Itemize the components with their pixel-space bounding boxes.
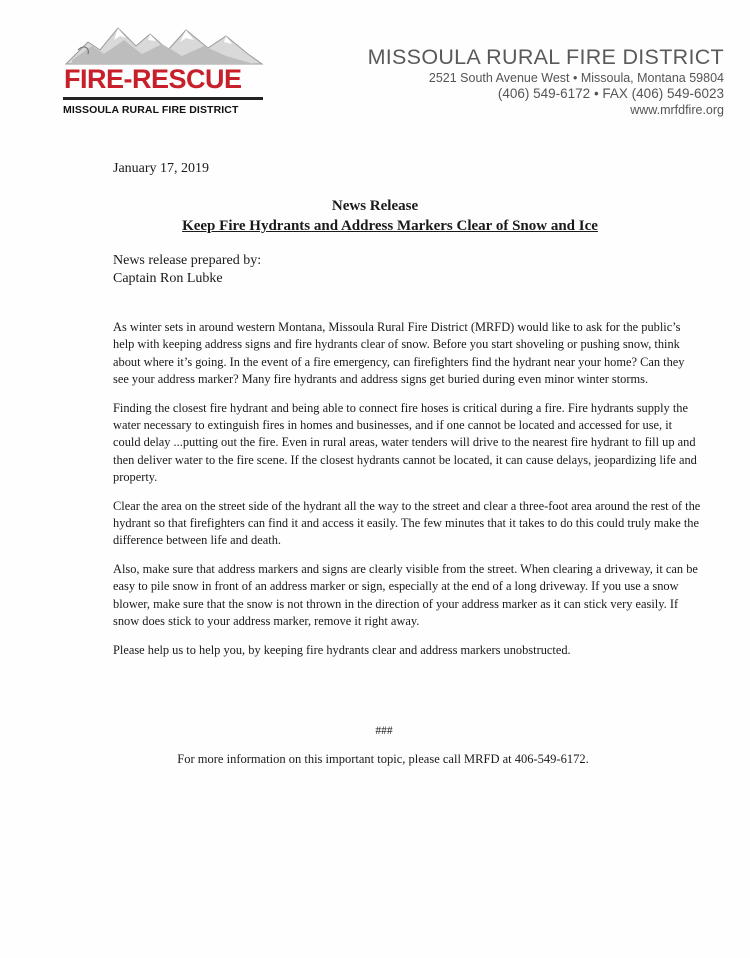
mountains-icon	[58, 20, 268, 70]
contact-footer: For more information on this important topic, please call MRFD at 406-549-6172.	[177, 752, 589, 766]
letterhead	[368, 44, 724, 118]
logo-divider	[63, 97, 263, 100]
release-date: January 17, 2019	[113, 161, 210, 176]
org-website: www.mrfdfire.org	[630, 103, 724, 117]
org-name: MISSOULA RURAL FIRE DISTRICT	[367, 45, 724, 69]
news-release-title: Keep Fire Hydrants and Address Markers Clear of Snow and Ice	[182, 218, 598, 234]
paragraph: Finding the closest fire hydrant and being able to connect fire hoses is critical during a fire. Fire hydrants supply the water necessary to extinguish fires in homes and businesses, and if one cannot be located and accessed for use, it could delay ...putting out the fire. Even in rural areas, water tenders will drive to the nearest fire hydrant to fill up and then deliver water to the fire scene. If the closest hydrants cannot be located, it can cause delays, jeopardizing life and property.	[113, 400, 697, 485]
paragraph: As winter sets in around western Montana, Missoula Rural Fire District (MRFD) would like to ask for the public’s help with keeping address signs and fire hydrants clear of snow. Before you start shoveling or pushing snow, think about where it’s going. In the event of a fire emergency, can firefighters find the hydrant near your home? Can they see your address marker? Many fire hydrants and address signs get buried during even minor winter storms.	[113, 320, 685, 387]
prepared-by-name: Captain Ron Lubke	[113, 271, 223, 286]
end-mark: ###	[375, 725, 393, 737]
news-release-label: News Release	[331, 198, 419, 214]
prepared-by	[113, 252, 261, 288]
prepared-by-label: News release prepared by:	[113, 253, 262, 268]
org-phone-fax: (406) 549-6172 • FAX (406) 549-6023	[497, 86, 724, 101]
fire-rescue-logo	[58, 20, 268, 120]
paragraph: Clear the area on the street side of the hydrant all the way to the street and clear a three-foot area around the rest of the hydrant so that firefighters can find it and access it easily. The few minutes that it takes to do this could truly make the difference between life and death.	[113, 498, 701, 548]
logo-title: FIRE-RESCUE	[64, 64, 242, 94]
org-address: 2521 South Avenue West • Missoula, Montana 59804	[428, 71, 724, 85]
release-body	[113, 319, 701, 670]
logo-subtitle: MISSOULA RURAL FIRE DISTRICT	[63, 104, 239, 116]
headline	[0, 196, 750, 236]
paragraph: Also, make sure that address markers and signs are clearly visible from the street. When clearing a driveway, it can be easy to pile snow in front of an address marker or sign, especially at the end of a long driveway. If you use a snow blower, make sure that the snow is not thrown in the direction of your address marker as it can stick very easily. If snow does stick to your address marker, remove it right away.	[113, 561, 698, 629]
paragraph: Please help us to help you, by keeping fire hydrants clear and address markers unobstructed.	[113, 642, 571, 657]
